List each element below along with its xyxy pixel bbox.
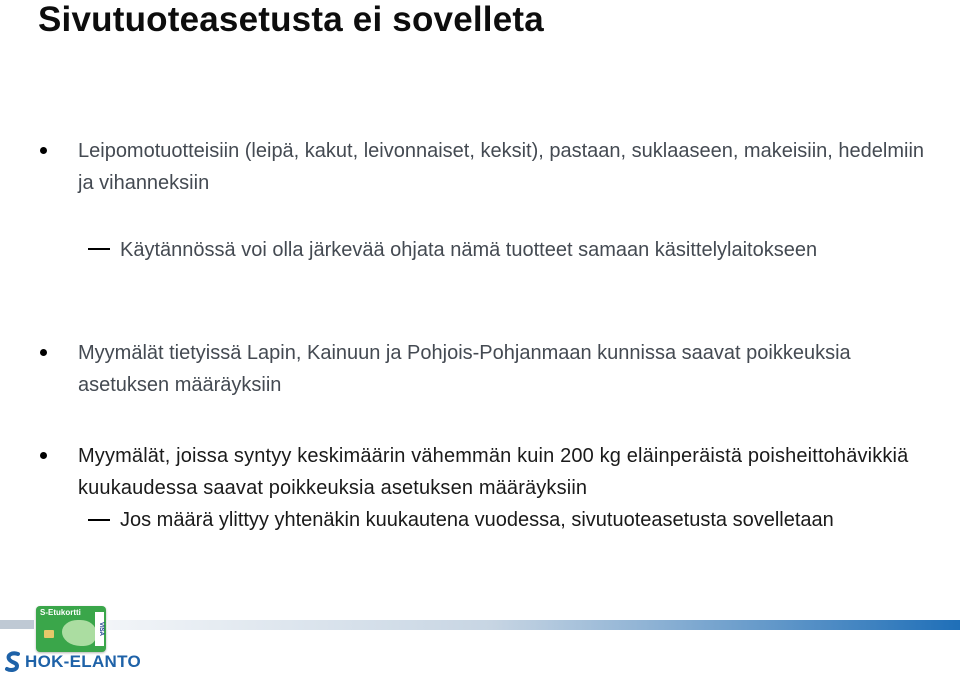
s-logo-icon: [4, 651, 22, 673]
card-label: S-Etukortti: [40, 608, 81, 617]
sub-bullet-item: Käytännössä voi olla järkevää ohjata nämä tuotteet samaan käsittelylaitokseen: [120, 239, 818, 261]
bullet-item: Myymälät tietyissä Lapin, Kainuun ja Pohjois-Pohjanmaan kunnissa saavat poikkeuksia asetuksen määräyksiin: [78, 342, 851, 396]
s-etukortti-card-image: [36, 606, 106, 652]
hok-elanto-logo: [4, 650, 141, 674]
slide-title: Sivutuoteasetusta ei sovelleta: [38, 0, 544, 39]
bullet-dot: [40, 349, 47, 356]
bullet-item: Myymälät, joissa syntyy keskimäärin vähemmän kuin 200 kg eläinperäistä poisheittohävikkiä kuukaudessa saavat poikkeuksia asetuksen määräyksiin: [78, 445, 909, 499]
card-badge: VISA: [95, 612, 104, 646]
bullet-item: Leipomotuotteisiin (leipä, kakut, leivonnaiset, keksit), pastaan, suklaaseen, makeisiin, hedelmiin ja vihanneksiin: [78, 140, 925, 194]
logo-text: HOK-ELANTO: [25, 652, 142, 671]
bullet-dot: [40, 147, 47, 154]
sub-bullet-dash: [88, 248, 110, 250]
footer-strip-left: [0, 620, 34, 629]
card-chip-icon: [44, 630, 54, 638]
card-swoosh-graphic: [62, 620, 96, 646]
bullet-dot: [40, 452, 47, 459]
sub-bullet-dash: [88, 519, 110, 521]
footer-strip-right: [108, 620, 960, 630]
sub-bullet-item: Jos määrä ylittyy yhtenäkin kuukautena vuodessa, sivutuoteasetusta sovelletaan: [120, 509, 834, 531]
footer-band: [0, 618, 960, 632]
